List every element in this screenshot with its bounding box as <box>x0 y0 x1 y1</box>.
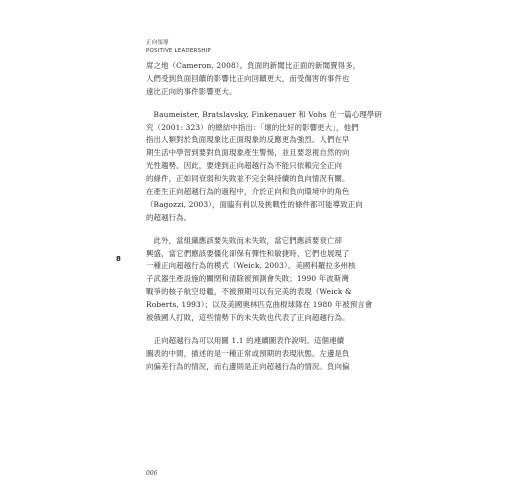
page-number: 006 <box>146 470 158 477</box>
text-line: 一種正向超越行為的模式（Weick, 2003）。美國科羅拉多州核 <box>146 261 356 271</box>
text-line: Roberts, 1993）；以及美國奧林匹克曲棍球隊在 1980 年被預言會 <box>146 300 373 310</box>
running-head <box>146 40 211 55</box>
margin-number: 8 <box>116 255 121 263</box>
text-line: 此外，當組織應該要失敗而未失敗，當它們應該要衰亡卻 <box>146 235 343 245</box>
paragraph <box>146 60 393 99</box>
text-line: 期生活中學習到要對負面現象產生警惕，並且要忽視自然的向 <box>146 148 350 158</box>
paragraph <box>146 335 393 374</box>
text-line: 遠比正向的事件影響更大。 <box>146 86 237 96</box>
text-line: 圖表的中間，描述的是一種正常或預期的表現狀態。左邊是負 <box>146 348 350 358</box>
text-line: 究（2001: 323）的總結中指出：「壞的比好的影響更大」，他們 <box>146 122 359 132</box>
text-line: 戰爭的核子航空母艦，不被預期可以有完美的表現（Weick & <box>146 287 352 297</box>
text-line: 向偏差行為的情況，而右邊則是正向超越行為的情況。負向偏 <box>146 361 350 371</box>
text-line: 光性趨勢。因此，要達到正向超越行為不能只依賴完全正向 <box>146 161 343 171</box>
running-head-title-en: POSITIVE LEADERSHIP <box>146 47 211 54</box>
text-line: 被俄國人打敗，這些情勢下的未失敗也代表了正向超越行為。 <box>146 313 350 323</box>
text-line: 指出人類對於負面現象比正面現象的反應更為強烈。人們在早 <box>146 135 350 145</box>
text-line: 興盛，當它們應該要僵化卻保有彈性和敏捷時，它們也展現了 <box>146 248 350 258</box>
paragraph <box>146 235 393 325</box>
text-line: Baumeister, Bratslavsky, Finkenauer 和 Vohs 在一篇心理學研 <box>146 109 382 119</box>
text-line: 人們受到負面回饋的影響比正向回饋更大，而受傷害的事件也 <box>146 73 350 83</box>
paragraph <box>146 109 393 225</box>
text-line: 正向超越行為可以用圖 1.1 的連續圖表作說明。這個連續 <box>146 335 345 345</box>
text-line: 的超越行為。 <box>146 212 192 222</box>
text-line: 在產生正向超越行為的過程中，介於正向和負向環境中的角色 <box>146 187 350 197</box>
running-head-title-zh: 正向領導 <box>146 40 169 46</box>
text-line: （Bagozzi, 2003），面臨有利以及挑戰性的條件都可能導致正向 <box>146 199 363 209</box>
body-text <box>146 60 393 374</box>
text-line: 席之地（Cameron, 2008）。負面的新聞比正面的新聞賣得多， <box>146 61 361 70</box>
text-line: 子武器生產設施的關閉和清除被預測會失敗；1990 年波斯灣 <box>146 274 349 284</box>
text-line: 的條件，正如同衰弱和失敗並不完全與持續的負向情況有關。 <box>146 174 350 184</box>
